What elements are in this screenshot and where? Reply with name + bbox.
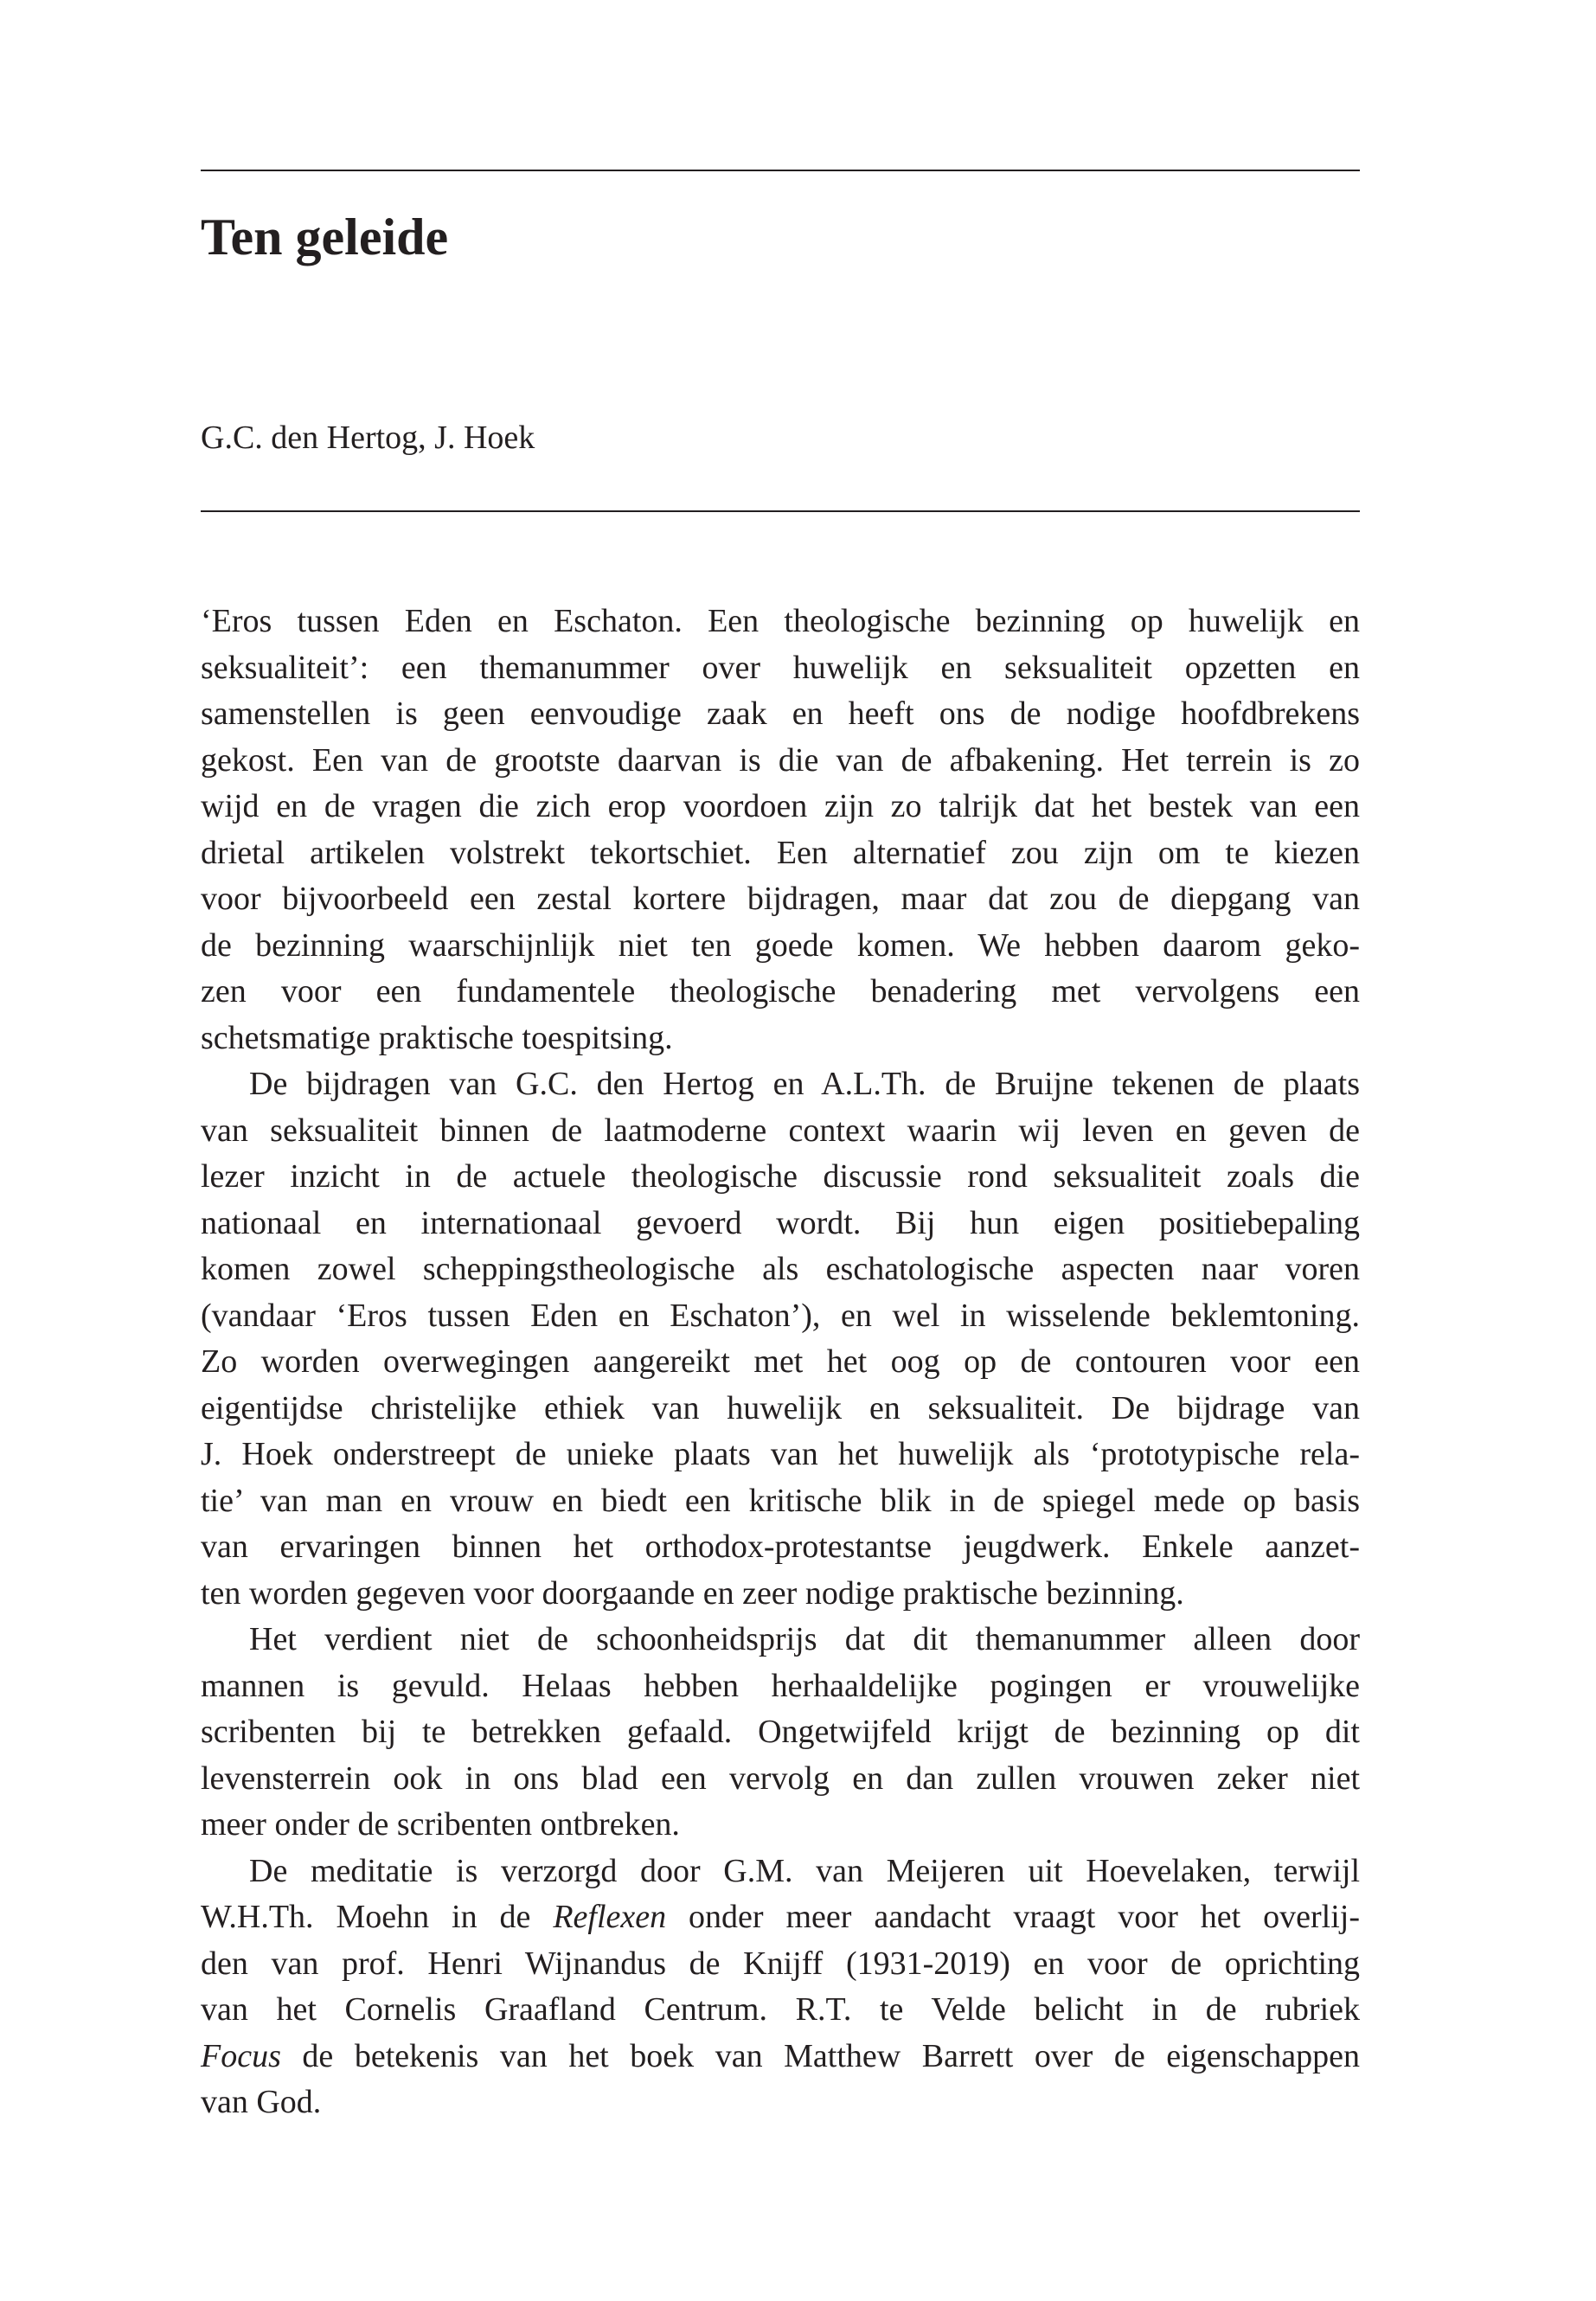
- page-title: Ten geleide: [201, 208, 449, 266]
- text-line: zen voor een fundamentele theologische benadering met vervolgens een: [201, 973, 1360, 1009]
- text-line: meer onder de scribenten ontbreken.: [201, 1806, 680, 1843]
- text-line: Zo worden overwegingen aangereikt met het oog op de contouren voor een: [201, 1343, 1360, 1380]
- paragraph: [201, 1849, 1360, 2126]
- text-line: levensterrein ook in ons blad een vervolg en dan zullen vrouwen zeker niet: [201, 1759, 1360, 1797]
- text-line: van God.: [201, 2084, 322, 2120]
- text-line: eigentijdse christelijke ethiek van huwelijk en seksualiteit. De bijdrage van: [201, 1389, 1360, 1426]
- text-fragment: de betekenis van het boek van Matthew Barrett over de eigenschappen: [280, 2037, 1360, 2074]
- text-line: [201, 1894, 1360, 1941]
- text-line: De bijdragen van G.C. den Hertog en A.L.Th. de Bruijne tekenen de plaats: [249, 1066, 1360, 1102]
- text-line: J. Hoek onderstreept de unieke plaats van het huwelijk als ‘prototypische rela-: [201, 1436, 1360, 1472]
- article-body: [201, 599, 1360, 2126]
- text-line: van ervaringen binnen het orthodox-protestantse jeugdwerk. Enkele aanzet-: [201, 1529, 1360, 1565]
- text-line: schetsmatige praktische toespitsing.: [201, 1019, 673, 1056]
- text-line: van seksualiteit binnen de laatmoderne context waarin wij leven en geven de: [201, 1112, 1360, 1149]
- text-line: lezer inzicht in de actuele theologische discussie rond seksualiteit zoals die: [201, 1158, 1360, 1195]
- text-line: scribenten bij te betrekken gefaald. Ongetwijfeld krijgt de bezinning op dit: [201, 1714, 1360, 1750]
- author-divider: [201, 510, 1360, 512]
- text-line: samenstellen is geen eenvoudige zaak en heeft ons de nodige hoofdbrekens: [201, 695, 1360, 732]
- text-line: komen zowel scheppingstheologische als eschatologische aspecten naar voren: [201, 1251, 1360, 1287]
- text-line: nationaal en internationaal gevoerd wordt. Bij hun eigen positiebepaling: [201, 1204, 1360, 1241]
- text-line: Het verdient niet de schoonheidsprijs dat dit themanummer alleen door: [249, 1621, 1360, 1657]
- text-line: den van prof. Henri Wijnandus de Knijff (1931-2019) en voor de oprichting: [201, 1945, 1360, 1982]
- top-divider: [201, 170, 1360, 171]
- text-line: seksualiteit’: een themanummer over huwelijk en seksualiteit opzetten en: [201, 649, 1360, 686]
- paragraph: [201, 1061, 1360, 1617]
- text-line: (vandaar ‘Eros tussen Eden en Eschaton’), en wel in wisselende beklemtoning.: [201, 1297, 1360, 1334]
- text-fragment: W.H.Th. Moehn in de: [201, 1899, 554, 1935]
- text-line: tie’ van man en vrouw en biedt een kritische blik in de spiegel mede op basis: [201, 1482, 1360, 1519]
- text-fragment: onder meer aandacht vraagt voor het overlij-: [666, 1899, 1360, 1935]
- text-line: gekost. Een van de grootste daarvan is die van de afbakening. Het terrein is zo: [201, 741, 1360, 779]
- text-line: voor bijvoorbeeld een zestal kortere bijdragen, maar dat zou de diepgang van: [201, 881, 1360, 917]
- paragraph: [201, 599, 1360, 1061]
- paragraph: [201, 1617, 1360, 1849]
- author-line: G.C. den Hertog, J. Hoek: [201, 420, 535, 456]
- text-line: [201, 2034, 1360, 2080]
- text-line: ‘Eros tussen Eden en Eschaton. Een theologische bezinning op huwelijk en: [201, 603, 1360, 639]
- text-line: de bezinning waarschijnlijk niet ten goede komen. We hebben daarom geko-: [201, 926, 1360, 964]
- journal-section-reflexen: Reflexen: [553, 1899, 667, 1935]
- text-line: drietal artikelen volstrekt tekortschiet. Een alternatief zou zijn om te kiezen: [201, 834, 1360, 871]
- text-line: van het Cornelis Graafland Centrum. R.T. te Velde belicht in de rubriek: [201, 1991, 1360, 2028]
- text-line: mannen is gevuld. Helaas hebben herhaaldelijke pogingen er vrouwelijke: [201, 1667, 1360, 1704]
- text-line: ten worden gegeven voor doorgaande en zeer nodige praktische bezinning.: [201, 1574, 1184, 1612]
- text-line: wijd en de vragen die zich erop voordoen zijn zo talrijk dat het bestek van een: [201, 788, 1360, 824]
- journal-section-focus: Focus: [201, 2037, 281, 2074]
- text-line: De meditatie is verzorgd door G.M. van Meijeren uit Hoevelaken, terwijl: [249, 1852, 1360, 1889]
